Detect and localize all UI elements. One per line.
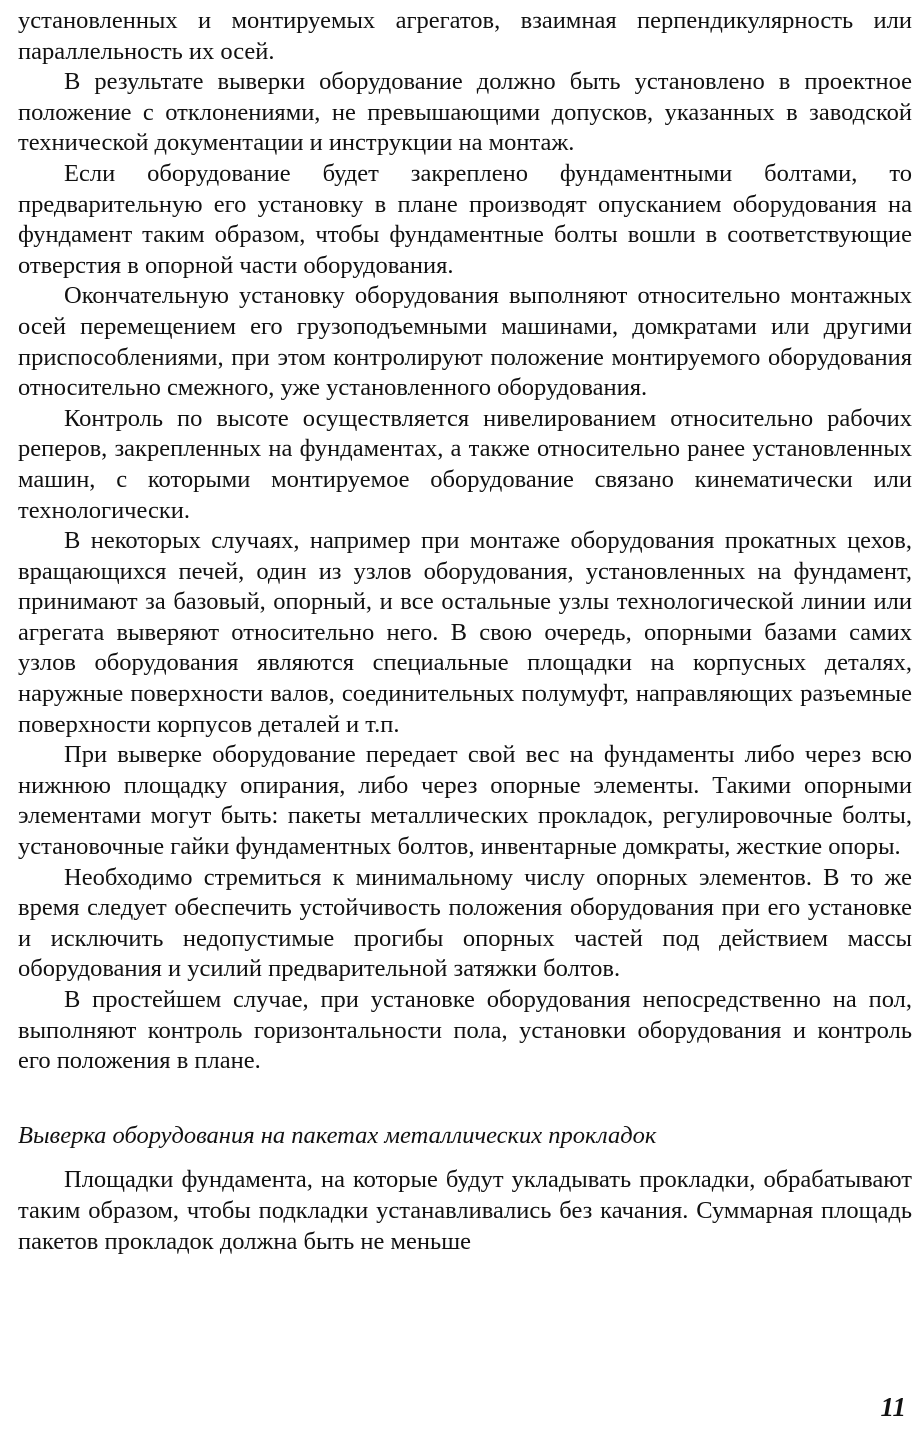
paragraph-foundation-pads: Площадки фундамента, на которые будут укладывать прокладки, обрабатывают таким образом, чтобы подкладки устанавливались без качания. Суммарная площадь пакетов прокладок должна быть не меньше [18,1166,912,1255]
paragraph-minimum-supports: Необходимо стремиться к минимальному числу опорных элементов. В то же время следует обеспечить устойчивость положения оборудования при его установке и исключить недопустимые прогибы опорных частей под действием массы оборудования и усилий предварительной затяжки болтов. [18,863,912,983]
paragraph-continued: установленных и монтируемых агрегатов, взаимная перпендикулярность или параллельность их осей. [18,7,912,65]
page-number: 11 [880,1392,906,1422]
paragraph-final-installation: Окончательную установку оборудования выполняют относительно монтажных осей перемещением его грузоподъемными машинами, домкратами или другими приспособлениями, при этом контролируют положение монтируемого оборудования относительно смежного, уже установленного оборудования. [18,282,912,402]
paragraph-alignment-result: В результате выверки оборудование должно быть установлено в проектное положение с отклонениями, не превышающими допусков, указанных в заводской технической документации и инструкции на монтаж. [18,68,912,157]
paragraph-height-control: Контроль по высоте осуществляется нивелированием относительно рабочих реперов, закрепленных на фундаментах, а также относительно ранее установленных машин, с которыми монтируемое оборудование связано кинематически или технологически. [18,404,912,524]
paragraph-anchor-bolts: Если оборудование будет закреплено фундаментными болтами, то предварительную его установку в плане производят опусканием оборудования на фундамент таким образом, чтобы фундаментные болты вошли в соответствующие отверстия в опорной части оборудования. [18,159,912,279]
section-subheading: Выверка оборудования на пакетах металлических прокладок [18,1121,657,1149]
paragraph-support-elements: При выверке оборудование передает свой вес на фундаменты либо через всю нижнюю площадку опирания, либо через опорные элементы. Такими опорными элементами могут быть: пакеты металлических прокладок, регулировочные болты, установочные гайки фундаментных болтов, инвентарные домкраты, жесткие опоры. [18,741,912,861]
paragraph-base-unit: В некоторых случаях, например при монтаже оборудования прокатных цехов, вращающихся печей, один из узлов оборудования, установленных на фундамент, принимают за базовый, опорный, и все остальные узлы технологической линии или агрегата выверяют относительно него. В свою очередь, опорными базами самих узлов оборудования являются специальные площадки на корпусных деталях, наружные поверхности валов, соединительных полумуфт, направляющих разъемные поверхности корпусов деталей и т.п. [18,527,912,738]
paragraph-floor-installation: В простейшем случае, при установке оборудования непосредственно на пол, выполняют контроль горизонтальности пола, установки оборудования и контроль его положения в плане. [18,986,912,1075]
page-body [18,6,912,1257]
